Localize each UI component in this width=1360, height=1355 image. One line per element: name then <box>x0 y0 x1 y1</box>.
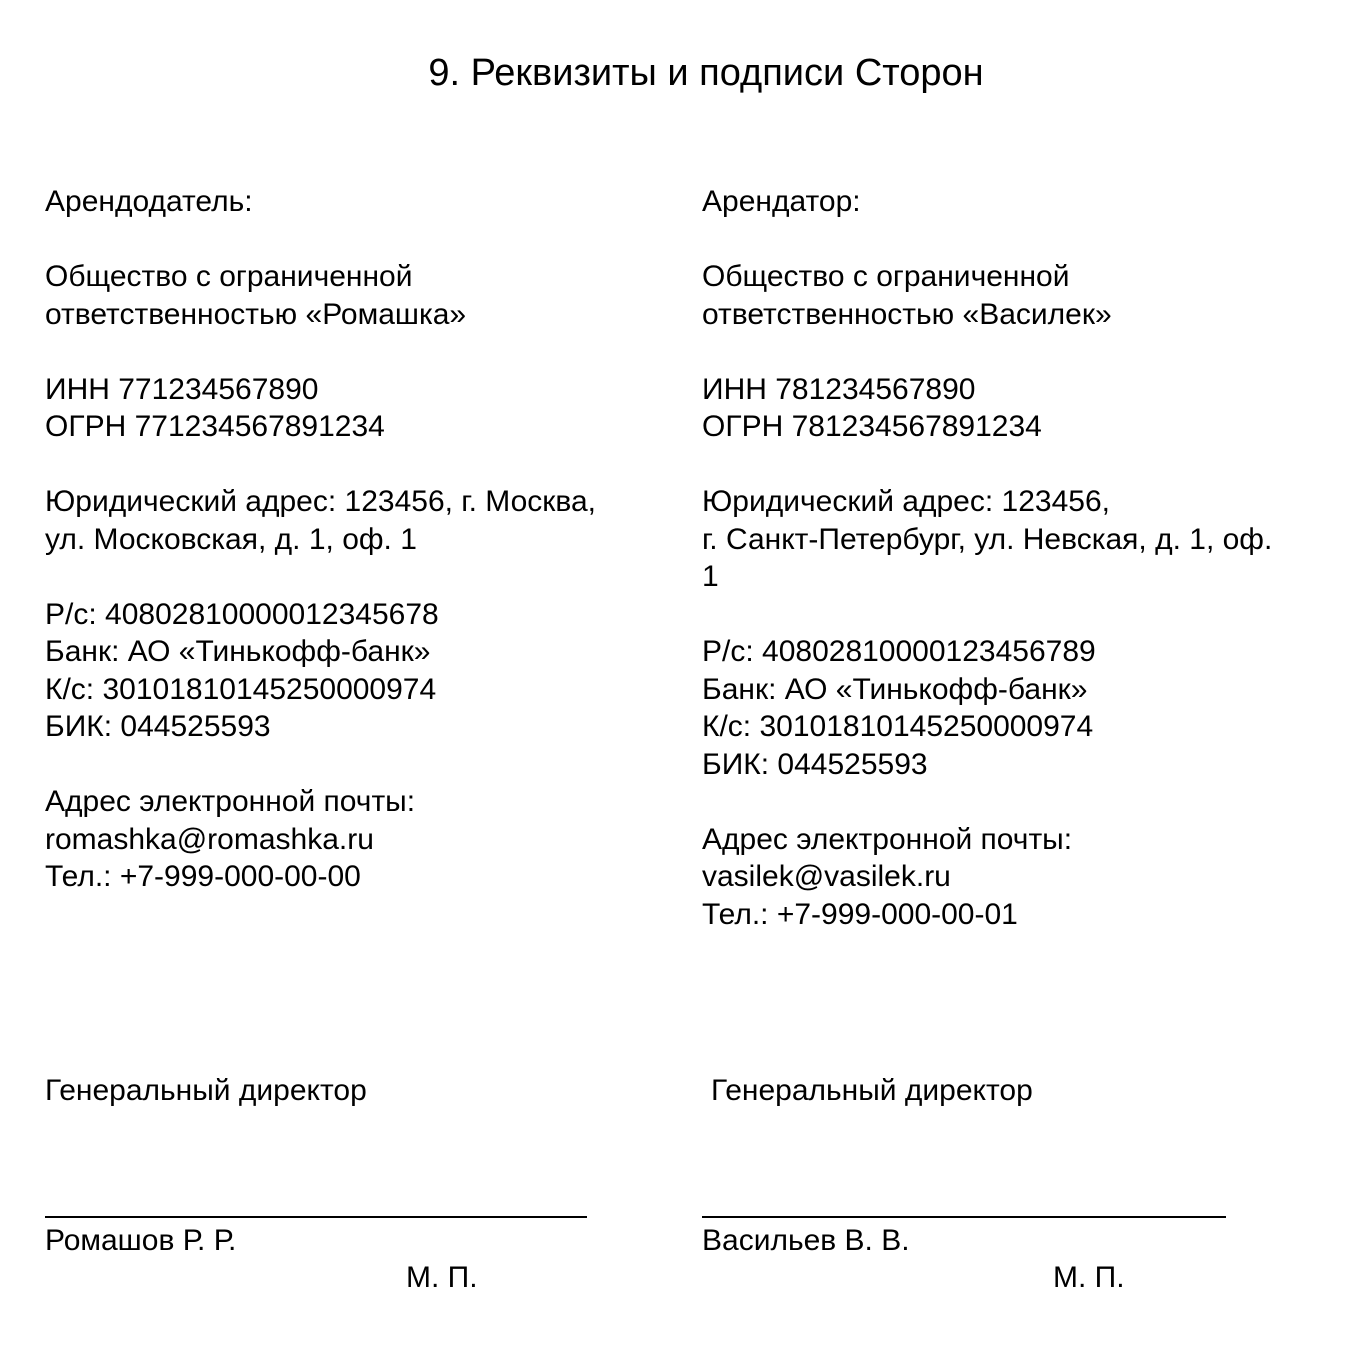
tenant-address-line2: г. Санкт-Петербург, ул. Невская, д. 1, оф. <box>702 522 1273 556</box>
landlord-signature-line <box>45 1216 587 1218</box>
tenant-role <box>702 183 1327 221</box>
landlord-name-line1: Общество с ограниченной <box>45 260 413 293</box>
landlord-role-label: Арендодатель: <box>45 185 253 218</box>
landlord-bank-details <box>45 596 665 746</box>
landlord-ogrn: ОГРН 771234567891234 <box>45 410 385 443</box>
tenant-address <box>702 483 1327 596</box>
tenant-name-line1: Общество с ограниченной <box>702 260 1070 293</box>
landlord-registration <box>45 371 665 446</box>
landlord-address-line2: ул. Московская, д. 1, оф. 1 <box>45 522 417 556</box>
tenant-signatory-name: Васильев В. В. <box>702 1224 910 1257</box>
tenant-seal-place: М. П. <box>1053 1261 1125 1294</box>
landlord-phone: Тел.: +7-999-000-00-00 <box>45 860 361 893</box>
landlord-name-line2: ответственностью «Ромашка» <box>45 297 467 331</box>
landlord-role <box>45 183 665 221</box>
landlord-corr-account: К/с: 30101810145250000974 <box>45 672 437 706</box>
tenant-inn: ИНН 781234567890 <box>702 372 976 406</box>
tenant-email-label: Адрес электронной почты: <box>702 822 1073 856</box>
tenant-address-line3: 1 <box>702 560 719 593</box>
landlord-bank: Банк: АО «Тинькофф-банк» <box>45 635 431 668</box>
landlord-email-label: Адрес электронной почты: <box>45 785 416 818</box>
tenant-details <box>702 183 1327 971</box>
tenant-bik: БИК: 044525593 <box>702 747 928 781</box>
landlord-signatory-title: Генеральный директор <box>45 1074 367 1107</box>
tenant-name-line2: ответственностью «Василек» <box>702 297 1112 331</box>
tenant-account: Р/с: 40802810000123456789 <box>702 635 1096 668</box>
tenant-address-line1: Юридический адрес: 123456, <box>702 485 1110 518</box>
section-title: 9. Реквизиты и подписи Сторон <box>428 52 984 94</box>
tenant-bank-details <box>702 633 1327 783</box>
landlord-inn: ИНН 771234567890 <box>45 372 319 406</box>
tenant-company-name <box>702 258 1327 333</box>
tenant-corr-account: К/с: 30101810145250000974 <box>702 710 1094 743</box>
landlord-address <box>45 483 665 558</box>
landlord-contacts <box>45 783 665 896</box>
tenant-ogrn: ОГРН 781234567891234 <box>702 410 1042 443</box>
landlord-signatory-name: Ромашов Р. Р. <box>45 1224 237 1257</box>
tenant-registration <box>702 371 1327 446</box>
tenant-bank: Банк: АО «Тинькофф-банк» <box>702 672 1088 706</box>
landlord-email: romashka@romashka.ru <box>45 822 374 856</box>
landlord-bik: БИК: 044525593 <box>45 710 271 743</box>
tenant-signatory-title: Генеральный директор <box>711 1074 1033 1107</box>
landlord-account: Р/с: 40802810000012345678 <box>45 597 439 631</box>
tenant-role-label: Арендатор: <box>702 185 861 218</box>
landlord-details <box>45 183 665 933</box>
tenant-phone: Тел.: +7-999-000-00-01 <box>702 897 1018 931</box>
landlord-address-line1: Юридический адрес: 123456, г. Москва, <box>45 485 597 518</box>
landlord-seal-place: М. П. <box>406 1261 478 1294</box>
tenant-signature-line <box>702 1216 1226 1218</box>
tenant-email: vasilek@vasilek.ru <box>702 860 951 893</box>
tenant-contacts <box>702 821 1327 934</box>
landlord-company-name <box>45 258 665 333</box>
